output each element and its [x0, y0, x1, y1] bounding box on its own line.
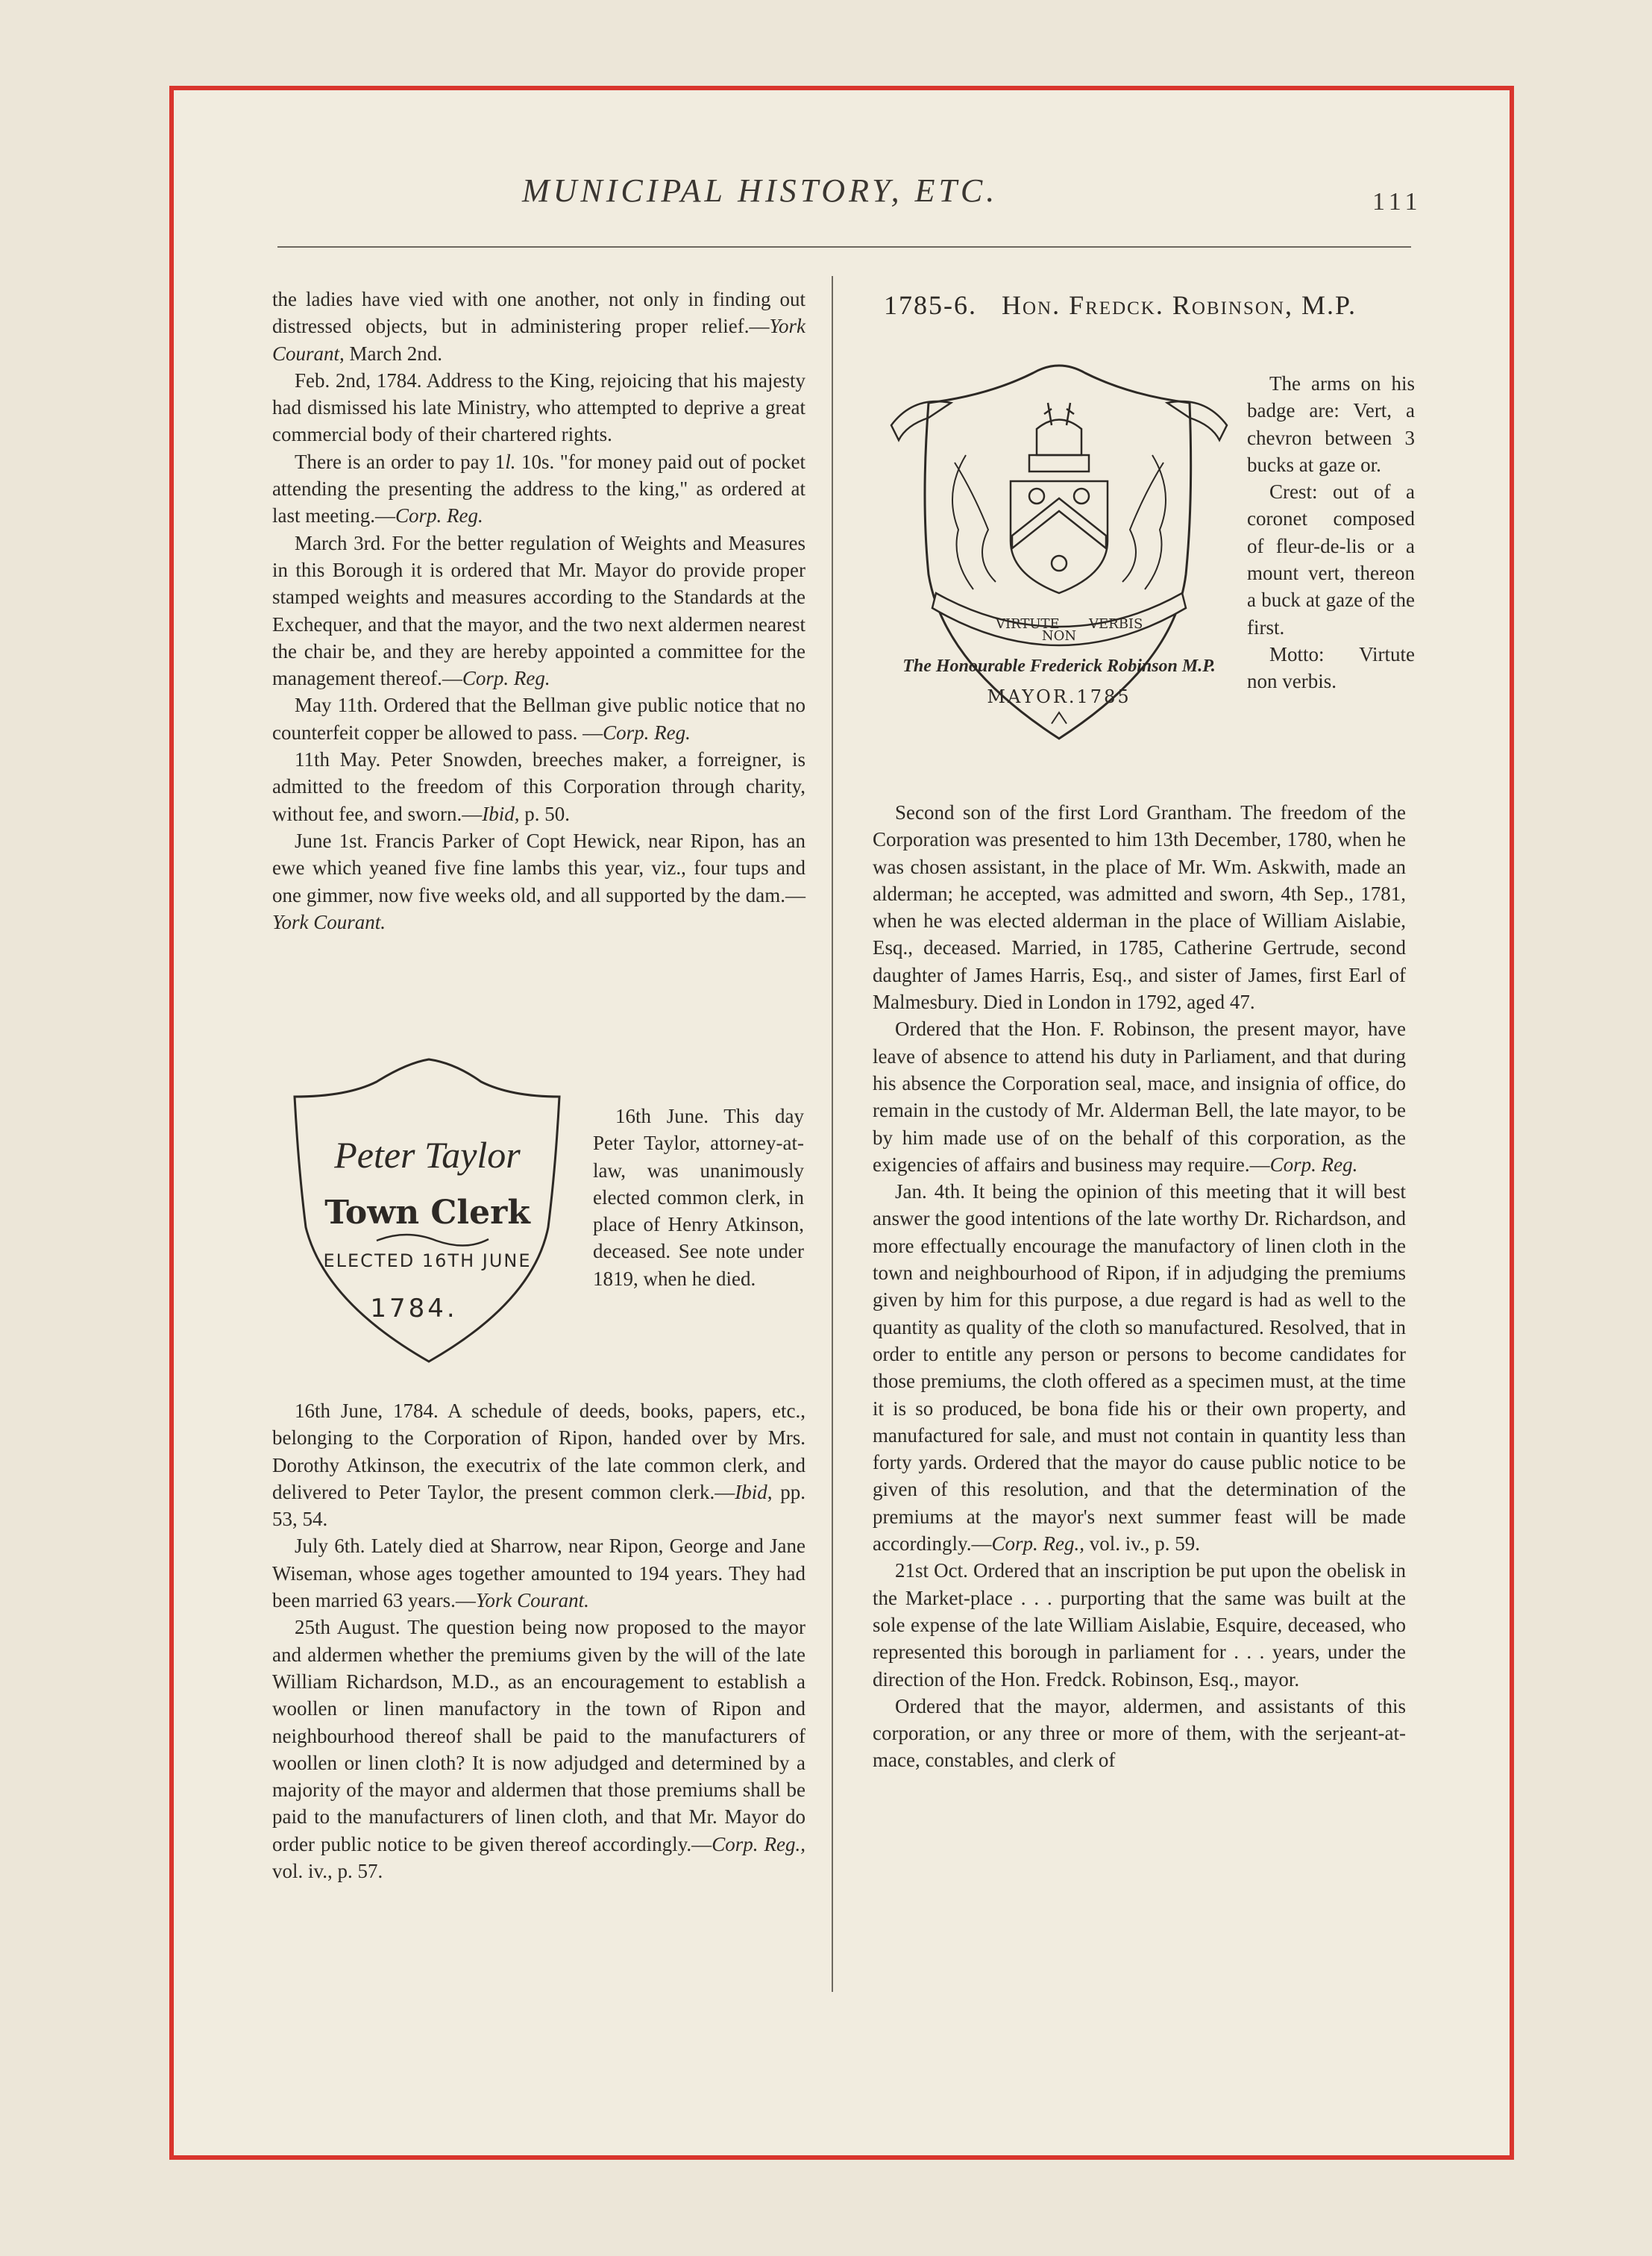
running-header-title: MUNICIPAL HISTORY, ETC.	[522, 172, 999, 209]
badge-flourish	[377, 1235, 489, 1246]
header-rule	[277, 246, 1411, 248]
citation: York Courant,	[272, 315, 805, 365]
citation: Corp. Reg.,	[991, 1532, 1084, 1555]
robinson-bottom-mark	[1052, 712, 1067, 724]
paragraph	[272, 692, 805, 746]
motto-right: VERBIS	[1089, 616, 1143, 632]
paragraph-text: Ordered that the Hon. F. Robinson, the present mayor, have leave of absence to attend his duty in Parliament, and that during his absence the Corporation seal, mace, and insignia of office, do remain in the custody of Mr. Alderman Bell, the late mayor, to be by him made use of on the behalf of this corporation, as the exigencies of affairs and business may require.—	[873, 1018, 1406, 1176]
citation: Ibid,	[482, 802, 520, 825]
paragraph	[272, 1397, 805, 1532]
paragraph-text: vol. iv., p. 57.	[272, 1860, 383, 1883]
paragraph-text: March 3rd. For the better regulation of Weights and Measures in this Borough it is ordered that Mr. Mayor do provide proper stamped weights and measures according to the Standards at the Exchequer, and that the mayor, and the two next aldermen nearest the chair be, and they are hereby appointed a committee for the management thereof.—	[272, 531, 805, 690]
paragraph-text: 10s. "for money paid out of pocket attending the presenting the address to the king," as ordered at last meeting.—	[272, 450, 805, 527]
badge-office: Town Clerk	[324, 1194, 530, 1232]
paragraph-text: p. 50.	[519, 802, 570, 825]
citation: Corp. Reg.	[1269, 1153, 1358, 1176]
paragraph-text: the ladies have vied with one another, not only in finding out distressed objects, but in administering proper relief.—	[272, 288, 805, 338]
motto-left: VIRTUTE	[996, 616, 1060, 632]
page-number: 111	[1372, 188, 1422, 216]
paragraph	[272, 1614, 805, 1884]
paragraph-text: July 6th. Lately died at Sharrow, near Ripon, George and Jane Wiseman, whose ages together amounted to 194 years. They had been married 63 years.—	[272, 1535, 805, 1612]
robinson-year-line: MAYOR.1785	[987, 686, 1131, 707]
citation: Corp. Reg.,	[712, 1832, 805, 1855]
paragraph-text: vol. iv., p. 59.	[1084, 1532, 1200, 1555]
paragraph-text: pp. 53, 54.	[272, 1480, 806, 1531]
robinson-crest	[1029, 403, 1089, 471]
paragraph	[272, 286, 805, 367]
left-column-top	[272, 286, 805, 936]
citation: Corp. Reg.	[395, 504, 483, 527]
paragraph-text: There is an order to pay 1	[295, 450, 506, 473]
paragraph	[272, 367, 805, 448]
paragraph-text: Feb. 2nd, 1784. Address to the King, rejoicing that his majesty had dismissed his late Ministry, who attempted to deprive a great commercial body of their chartered rights.	[272, 369, 805, 446]
motto-mid: NON	[1041, 628, 1077, 644]
paragraph-text: 11th May. Peter Snowden, breeches maker, a forreigner, is admitted to the freedom of this Corporation through charity, without fee, and sworn.—	[272, 748, 805, 825]
citation: Virtute non verbis.	[1247, 642, 1415, 693]
paragraph	[1247, 478, 1415, 641]
paragraph-text: Jan. 4th. It being the opinion of this meeting that it will best answer the good intentions of the late worthy Dr. Richardson, and more effectually encourage the manufactory of linen cloth in the town and neighbourhood of Ripon, if in adjudging the premiums given by him for this purpose, a due regard is had as well to the quantity as quality of the cloth so manufactured. Resolved, that in order to entitle any person or persons to become candidates for those premiums, the cloth offered as a specimen must, at the time it is so produced, be bona fide his or their own property, and manufactured for sale, and must not contain in quantity less than forty yards. Ordered that the mayor do cause public notice to be given of this resolution, and that the determination of the premiums at the mayor's next summer feast will be made accordingly.—	[873, 1180, 1406, 1555]
paragraph-text: June 1st. Francis Parker of Copt Hewick, near Ripon, has an ewe which yeaned five fine lambs this year, viz., four tups and one gimmer, now five weeks old, and all supported by the dam.—	[272, 829, 805, 906]
taylor-side-note-text: 16th June. This day Peter Taylor, attorney-at-law, was unanimously elected common clerk, in place of Henry Atkinson, deceased. See note under 1819, when he died.	[593, 1105, 804, 1290]
robinson-foliage	[952, 455, 1166, 589]
citation: York Courant.	[475, 1589, 589, 1612]
paragraph	[272, 1532, 805, 1614]
right-column-body	[873, 799, 1406, 1774]
paragraph	[873, 1015, 1406, 1178]
paragraph-text: Crest: out of a coronet composed of fleur-de-lis or a mount vert, thereon a buck at gaze of the first.	[1247, 480, 1415, 639]
paragraph-text: Second son of the first Lord Grantham. The freedom of the Corporation was presented to him 13th December, 1780, when he was chosen assistant, in the place of Mr. Wm. Askwith, made an alderman; he accepted, was admitted and sworn, 4th Sep., 1781, when he was elected alderman in the place of William Aislabie, Esq., deceased. Married, in 1785, Catherine Gertrude, second daughter of James Harris, Esq., and sister of James, first Earl of Malmesbury. Died in London in 1792, aged 47.	[873, 801, 1406, 1014]
citation: Corp. Reg.	[603, 721, 691, 744]
paragraph	[272, 746, 805, 827]
badge-year: 1784.	[370, 1294, 458, 1323]
robinson-badge	[884, 351, 1234, 757]
robinson-arms-shield	[1011, 481, 1108, 593]
badge-elected: ELECTED 16TH JUNE	[323, 1250, 532, 1271]
citation: York Courant.	[272, 910, 386, 933]
arms-note	[1247, 370, 1415, 695]
paragraph	[272, 827, 805, 936]
paragraph	[873, 1178, 1406, 1557]
paragraph	[873, 1557, 1406, 1692]
paragraph-text: Ordered that the mayor, aldermen, and assistants of this corporation, or any three or more of them, with the serjeant-at-mace, constables, and clerk of	[873, 1694, 1406, 1772]
left-column-bottom	[272, 1397, 805, 1884]
citation: l.	[505, 450, 516, 473]
paragraph-text: The arms on his badge are: Vert, a chevron between 3 bucks at gaze or.	[1247, 372, 1415, 476]
paragraph	[272, 530, 805, 692]
paragraph-text: Motto:	[1269, 642, 1360, 665]
paragraph	[1247, 370, 1415, 478]
mayor-heading	[884, 289, 1428, 321]
paragraph-text: 21st Oct. Ordered that an inscription be put upon the obelisk in the Market-place . . . purporting that the same was built at the sole expense of the late William Aislabie, Esquire, deceased, who represented this borough in parliament for . . . years, under the direction of the Hon. Fredck. Robinson, Esq., mayor.	[873, 1559, 1406, 1691]
paragraph	[873, 799, 1406, 1015]
paragraph	[272, 448, 805, 530]
robinson-inscription: The Honourable Frederick Robinson M.P.	[902, 657, 1216, 676]
badge-name: Peter Taylor	[334, 1134, 521, 1176]
robinson-scroll-right	[1167, 401, 1227, 440]
robinson-scroll-left	[891, 401, 951, 440]
taylor-side-note	[593, 1103, 804, 1292]
citation: Corp. Reg.	[462, 667, 550, 690]
citation: Ibid,	[735, 1480, 773, 1503]
paragraph-text: 25th August. The question being now proposed to the mayor and aldermen whether the premiums given by the will of the late William Richardson, M.D., as an encouragement to establish a woollen or linen manufactory in the town of Ripon and neighbourhood thereof shall be paid to the manufacturers of woollen or linen cloth? It is now adjudged and determined by a majority of the mayor and aldermen that those premiums shall be paid to the manufacturers of linen cloth, and that Mr. Mayor do order public notice to be given thereof accordingly.—	[272, 1616, 805, 1855]
paragraph-text: May 11th. Ordered that the Bellman give public notice that no counterfeit copper be allowed to pass. —	[272, 694, 805, 744]
robinson-shield-outline	[925, 366, 1191, 739]
column-divider	[832, 276, 833, 1992]
paragraph	[1247, 641, 1415, 695]
paragraph	[873, 1693, 1406, 1774]
mayor-heading-years: 1785-6.	[884, 290, 977, 320]
chevron	[1012, 498, 1106, 548]
mayor-heading-name: Hon. Fredck. Robinson, M.P.	[1002, 290, 1357, 320]
peter-taylor-badge	[287, 1056, 567, 1369]
paragraph-text: 16th June, 1784. A schedule of deeds, books, papers, etc., belonging to the Corporation of Ripon, handed over by Mrs. Dorothy Atkinson, the executrix of the late common clerk, and delivered to Peter Taylor, the present common clerk.—	[272, 1400, 805, 1503]
paragraph-text: March 2nd.	[344, 342, 442, 365]
